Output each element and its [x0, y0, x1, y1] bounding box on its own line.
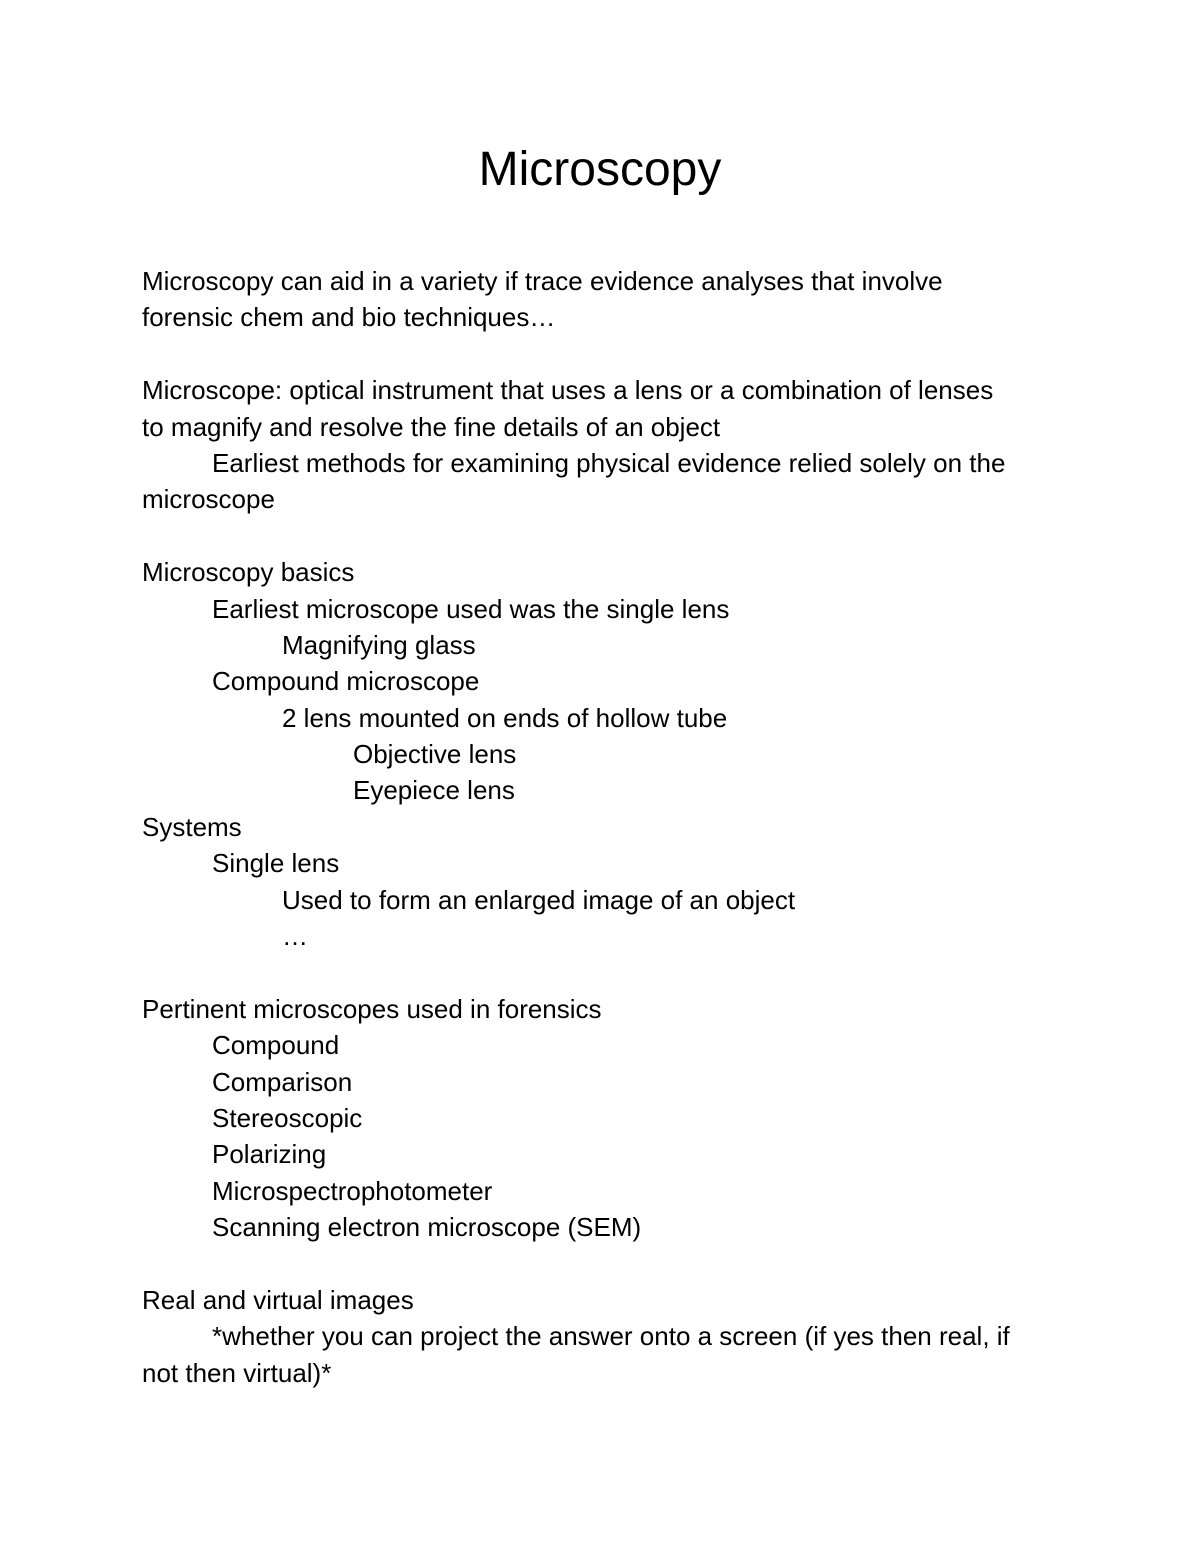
document-body — [142, 263, 1072, 1391]
list-item: Compound — [212, 1030, 340, 1061]
systems-subitem: Used to form an enlarged image of an object — [282, 884, 796, 915]
list-item: Microspectrophotometer — [212, 1175, 493, 1206]
images-heading: Real and virtual images — [142, 1284, 414, 1315]
definition-line: to magnify and resolve the fine details of an object — [142, 411, 721, 442]
intro-line: forensic chem and bio techniques… — [142, 302, 556, 333]
intro-line: Microscopy can aid in a variety if trace evidence analyses that involve — [142, 266, 943, 296]
basics-subitem: 2 lens mounted on ends of hollow tube — [282, 702, 728, 733]
page-title: Microscopy — [478, 143, 722, 196]
images-note-line: *whether you can project the answer onto a screen (if yes then real, if — [212, 1321, 1010, 1352]
spacer — [142, 336, 1072, 372]
pertinent-heading: Pertinent microscopes used in forensics — [142, 993, 602, 1024]
spacer — [142, 1246, 1072, 1282]
basics-heading: Microscopy basics — [142, 557, 355, 588]
basics-item: Earliest microscope used was the single lens — [212, 593, 730, 624]
definition-note-line: microscope — [142, 484, 275, 515]
spacer — [142, 518, 1072, 554]
list-item: Polarizing — [212, 1139, 327, 1170]
basics-item: Compound microscope — [212, 666, 480, 697]
definition-line: Microscope: optical instrument that uses a lens or a combination of lenses — [142, 375, 994, 406]
list-item: Scanning electron microscope (SEM) — [212, 1212, 642, 1243]
basics-subsubitem: Objective lens — [353, 739, 517, 770]
spacer — [142, 954, 1072, 990]
systems-heading: Systems — [142, 811, 242, 842]
basics-subsubitem: Eyepiece lens — [353, 775, 515, 806]
basics-subitem: Magnifying glass — [282, 629, 476, 660]
list-item: Stereoscopic — [212, 1102, 363, 1133]
systems-item: Single lens — [212, 848, 340, 879]
systems-ellipsis: … — [282, 921, 308, 952]
list-item: Comparison — [212, 1066, 353, 1097]
definition-note-line: Earliest methods for examining physical evidence relied solely on the — [212, 447, 1006, 478]
images-note-line: not then virtual)* — [142, 1357, 332, 1388]
